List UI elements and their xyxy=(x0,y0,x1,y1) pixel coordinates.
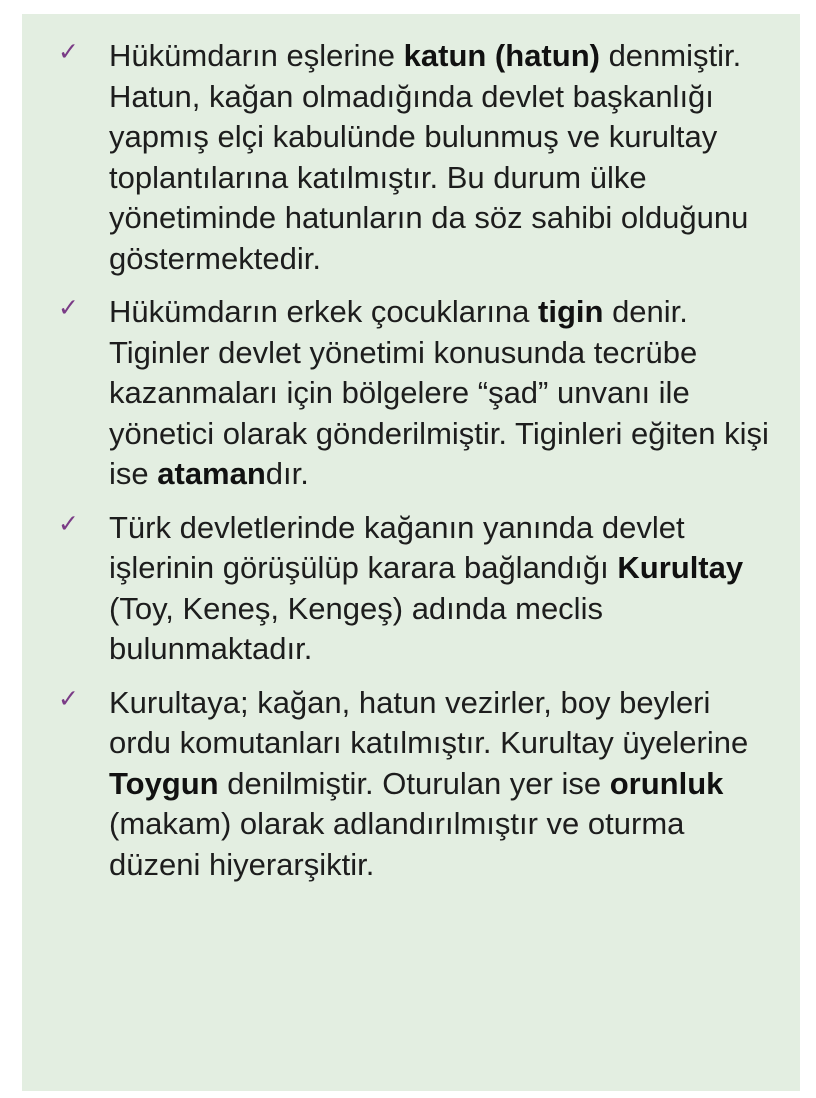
bold-term: Kurultay xyxy=(617,550,744,585)
info-box xyxy=(22,14,800,1091)
bold-term: ataman xyxy=(157,456,266,491)
check-mark-icon: ✓ xyxy=(58,684,79,713)
item-text: Kurultaya; kağan, hatun vezirler, boy beyleri ordu komutanları katılmıştır. Kurultay üyelerine Toygun denilmiştir. Oturulan yer ise orunluk (makam) olarak adlandırılmıştır ve oturma düzeni hiyerarşiktir. xyxy=(109,684,749,882)
item-text: Hükümdarın eşlerine katun (hatun) denmiştir. Hatun, kağan olmadığında devlet başkanlığı yapmış elçi kabulünde bulunmuş ve kurultay toplantılarına katılmıştır. Bu durum ülke yönetiminde hatunların da söz sahibi olduğunu göstermektedir. xyxy=(109,38,749,276)
bold-term: katun (hatun) xyxy=(403,38,600,73)
check-mark-icon: ✓ xyxy=(58,509,79,538)
list-item xyxy=(58,683,780,886)
bold-term: Toygun xyxy=(109,765,219,801)
bold-term: orunluk xyxy=(609,765,724,801)
bold-term: tigin xyxy=(538,294,604,329)
list-item xyxy=(58,292,780,495)
check-mark-icon: ✓ xyxy=(58,294,79,322)
item-text: Hükümdarın erkek çocuklarına tigin denir. Tiginler devlet yönetimi konusunda tecrübe kazanmaları için bölgelere “şad” unvanı ile yönetici olarak gönderilmiştir. Tiginleri eğiten kişi ise atamandır. xyxy=(109,294,769,491)
item-text: Türk devletlerinde kağanın yanında devlet işlerinin görüşülüp karara bağlandığı Kurultay (Toy, Keneş, Kengeş) adında meclis bulunmaktadır. xyxy=(109,509,744,666)
check-mark-icon: ✓ xyxy=(58,38,79,66)
list-item xyxy=(58,36,780,279)
list-item xyxy=(58,508,780,670)
